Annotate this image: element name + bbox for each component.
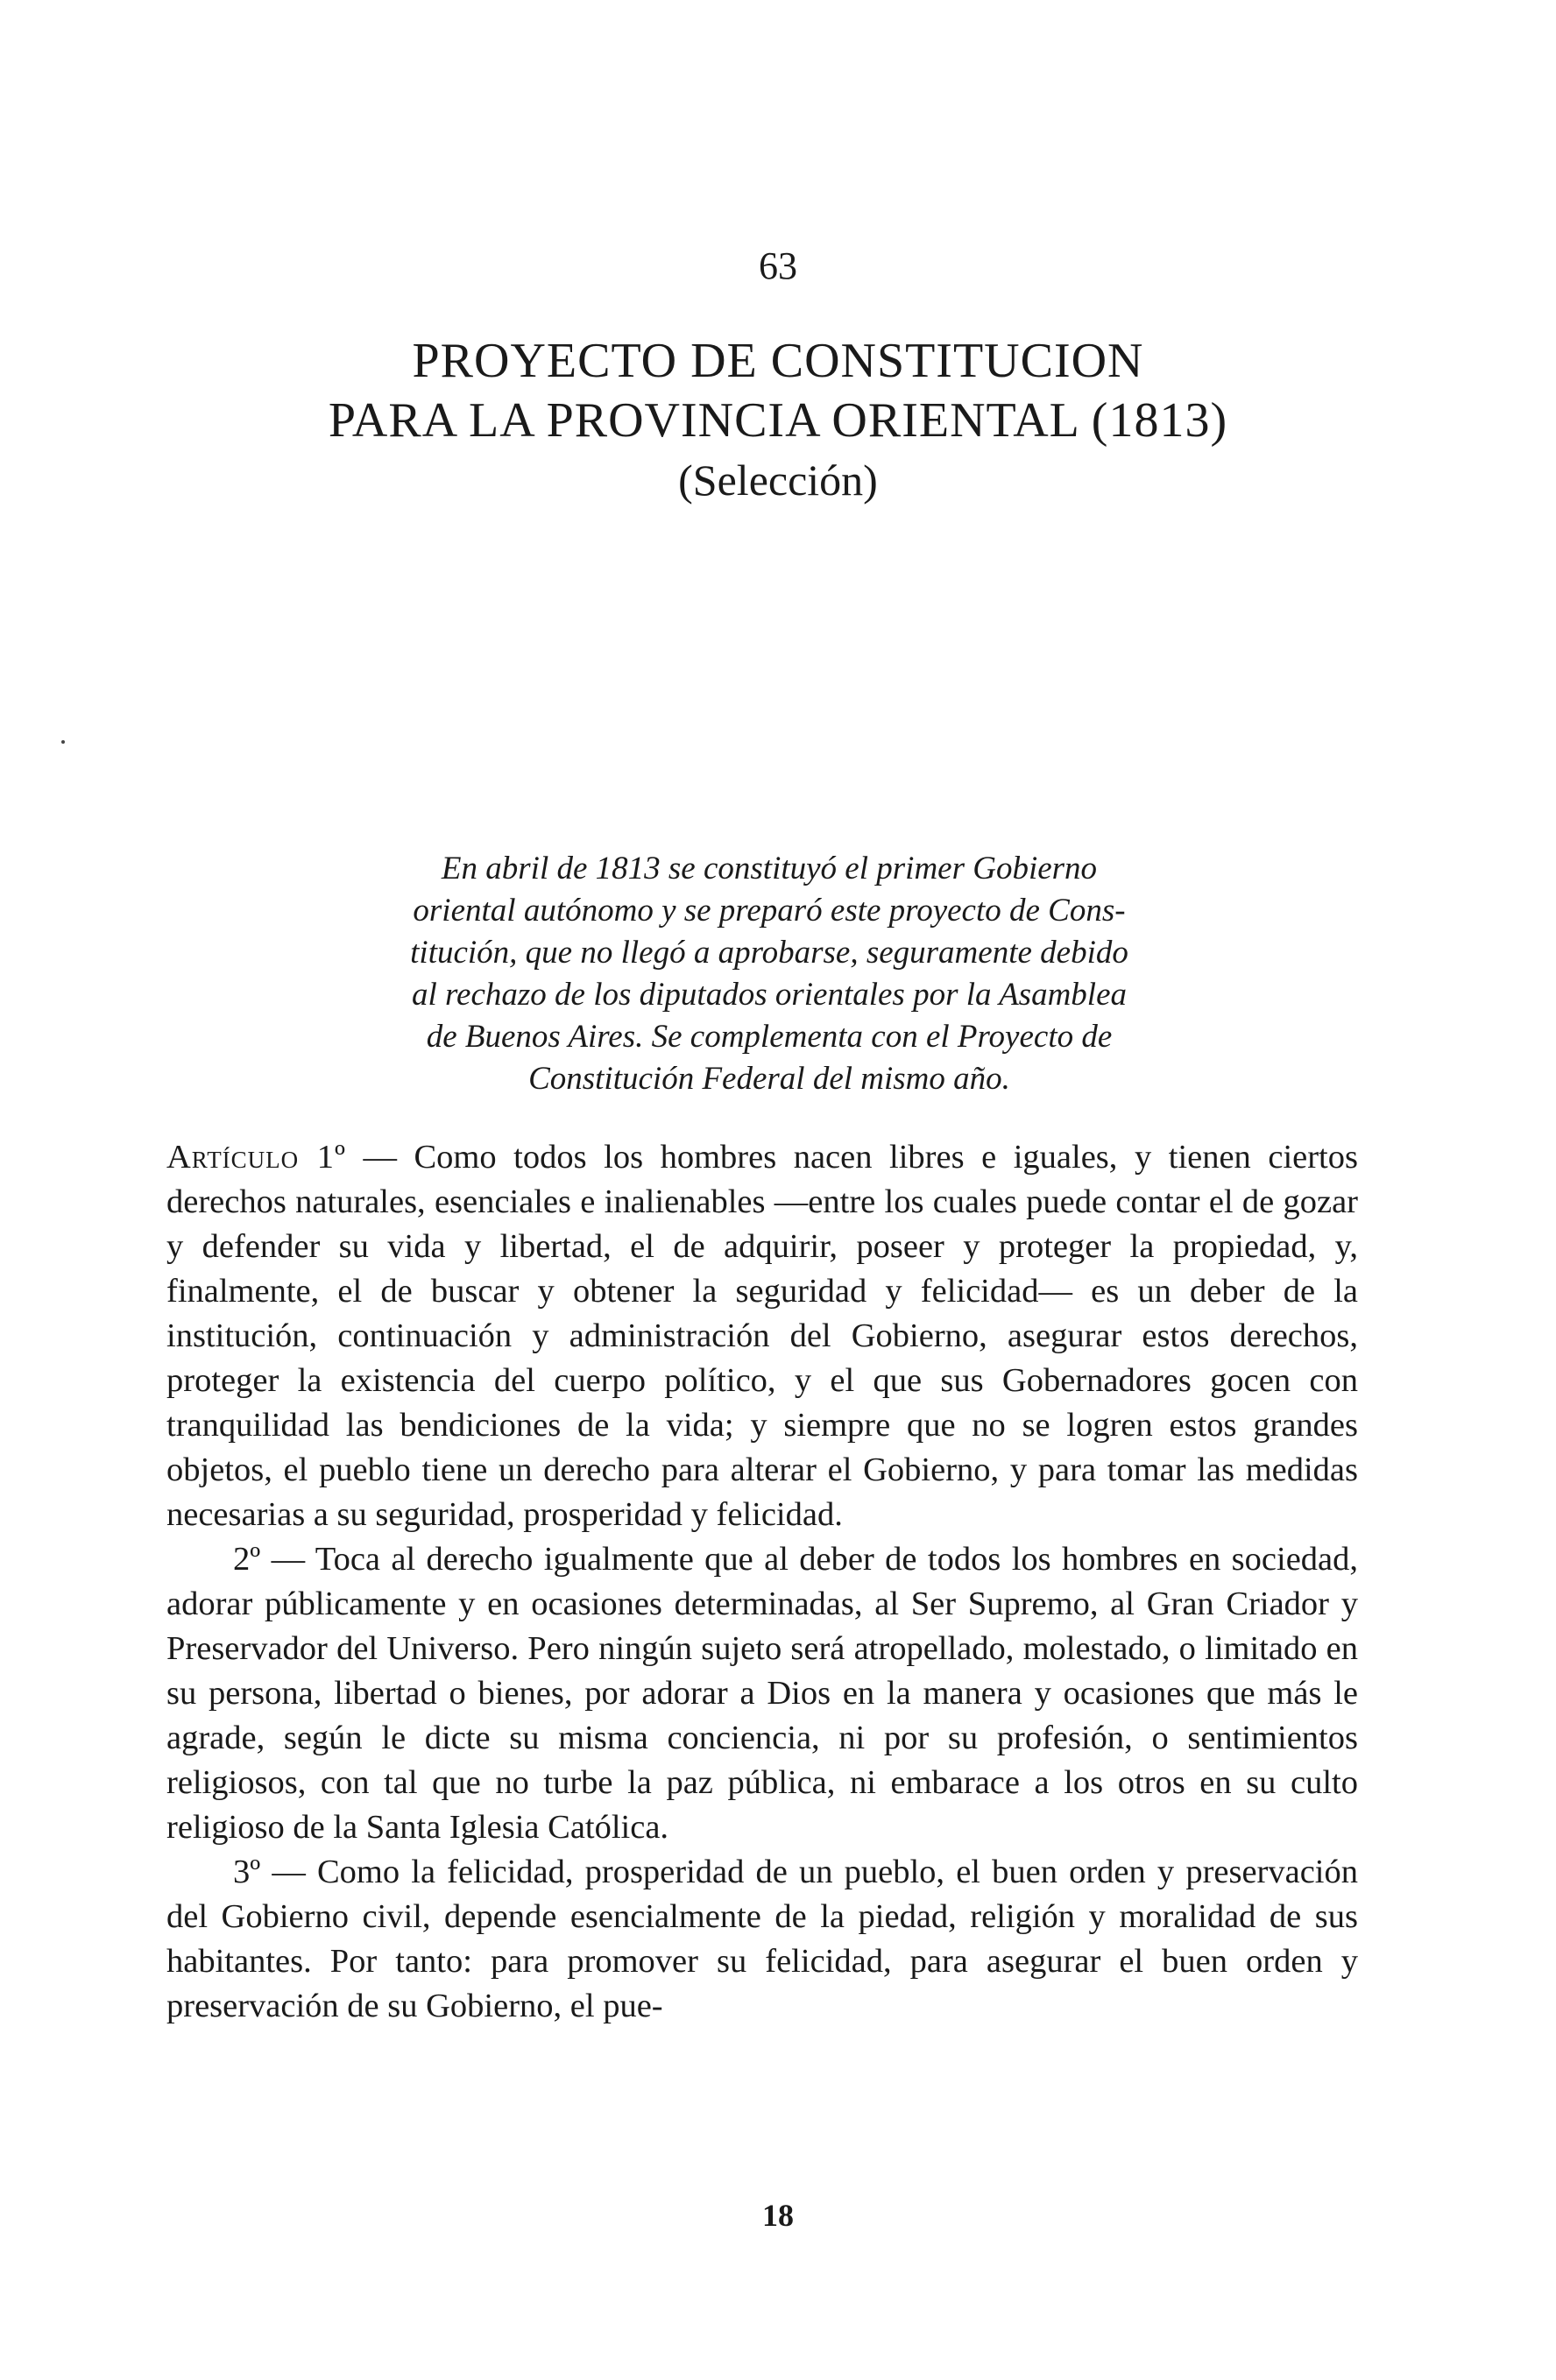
article-text: — Toca al derecho igualmente que al deber de todos los hombres en sociedad, adorar públicamente y en ocasiones determinadas, al Ser Supremo, al Gran Criador y Preservador del Universo. Pero ningún sujeto será atropellado, molestado, o limitado en su persona, libertad o bienes, por adorar a Dios en la manera y ocasiones que más le agrade, según le dicte su misma conciencia, ni por su profesión, o sentimientos religiosos, con tal que no turbe la paz pública, ni embarace a los otros en su culto religioso de la Santa Iglesia Católica.	[166, 1541, 1358, 1846]
intro-line: al rechazo de los diputados orientales por la Asamblea	[411, 977, 1128, 1013]
article-2	[166, 1537, 1358, 1850]
title-line-3: (Selección)	[678, 456, 878, 505]
document-title	[0, 331, 1556, 510]
title-line-1: PROYECTO DE CONSTITUCION	[412, 334, 1144, 388]
intro-line: de Buenos Aires. Se complementa con el Proyecto de	[426, 1019, 1113, 1055]
intro-line: Constitución Federal del mismo año.	[528, 1061, 1010, 1097]
article-label: 3º	[233, 1854, 261, 1890]
intro-line: titución, que no llegó a aprobarse, seguramente debido	[410, 935, 1128, 971]
article-3	[166, 1850, 1358, 2029]
decorative-dot	[61, 740, 65, 744]
article-label: 2º	[233, 1541, 261, 1578]
page-number-bottom: 18	[762, 2198, 794, 2233]
article-text: — Como la felicidad, prosperidad de un pueblo, el buen orden y preservación del Gobierno civil, depende esencialmente de la piedad, religión y moralidad de sus habitantes. Por tanto: para promover su felicidad, para asegurar el buen orden y preservación de su Gobierno, el pue-	[166, 1854, 1358, 2024]
page-number-top: 63	[759, 244, 797, 287]
articles-body	[166, 1135, 1358, 2029]
intro-line: oriental autónomo y se preparó este proyecto de Cons-	[413, 893, 1126, 929]
article-1	[166, 1135, 1358, 1537]
article-text: — Como todos los hombres nacen libres e iguales, y tienen ciertos derechos naturales, esenciales e inalienables —entre los cuales puede contar el de gozar y defender su vida y libertad, el de adquirir, poseer y proteger la propiedad, y, finalmente, el de buscar y obtener la seguridad y felicidad— es un deber de la institución, continuación y administración del Gobierno, asegurar estos derechos, proteger la existencia del cuerpo político, y el que sus Gobernadores gocen con tranquilidad las bendiciones de la vida; y siempre que no se logren estos grandes objetos, el pueblo tiene un derecho para alterar el Gobierno, y para tomar las medidas necesarias a su seguridad, prosperidad y felicidad.	[166, 1139, 1358, 1533]
intro-line: En abril de 1813 se constituyó el primer Gobierno	[441, 851, 1098, 886]
title-line-2: PARA LA PROVINCIA ORIENTAL (1813)	[328, 393, 1228, 448]
article-label: Artículo 1º	[166, 1139, 346, 1176]
intro-note	[331, 848, 1207, 1100]
